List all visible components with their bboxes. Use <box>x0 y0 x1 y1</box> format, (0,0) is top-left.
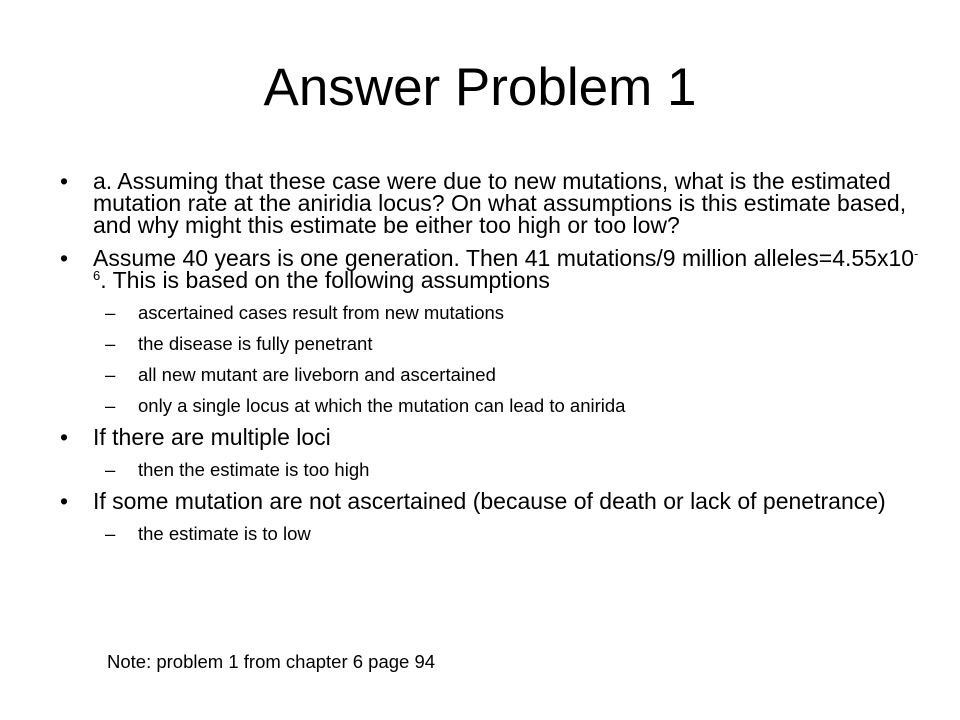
bullet-text: If some mutation are not ascertained (because of death or lack of penetrance) <box>93 488 886 514</box>
bullet-text: a. Assuming that these case were due to new mutations, what is the estimated mutation rate at the aniridia locus? On what assumptions is this estimate based, and why might this estimate be either too high or too low? <box>93 168 907 238</box>
dash-marker: – <box>105 302 116 323</box>
bullet-marker: • <box>60 488 69 514</box>
bullet-list <box>60 170 920 554</box>
sub-item <box>60 333 920 355</box>
footnote: Note: problem 1 from chapter 6 page 94 <box>107 651 436 672</box>
sub-item <box>60 459 920 481</box>
bullet-marker: • <box>60 168 69 194</box>
sub-item <box>60 364 920 386</box>
dash-marker: – <box>105 459 116 480</box>
bullet-text-after: . This is based on the following assumptions <box>100 267 550 293</box>
sub-item <box>60 395 920 417</box>
bullet-marker: • <box>60 245 69 271</box>
bullet-multiple-loci <box>60 426 920 448</box>
exponent: -6 <box>93 246 919 283</box>
bullet-assumption-calc <box>60 247 920 291</box>
sub-item-text: the disease is fully penetrant <box>138 333 373 354</box>
dash-marker: – <box>105 395 116 416</box>
bullet-marker: • <box>60 424 69 450</box>
sub-item-text: only a single locus at which the mutation can lead to anirida <box>138 395 626 416</box>
sub-item-text: then the estimate is too high <box>138 459 370 480</box>
sub-item <box>60 302 920 324</box>
dash-marker: – <box>105 364 116 385</box>
bullet-text-before: Assume 40 years is one generation. Then 41 mutations/9 million alleles=4.55x10 <box>93 245 915 271</box>
bullet-not-ascertained <box>60 490 920 512</box>
slide-title: Answer Problem 1 <box>263 58 697 117</box>
bullet-text: If there are multiple loci <box>93 424 331 450</box>
sub-item-text: ascertained cases result from new mutations <box>138 302 505 323</box>
dash-marker: – <box>105 333 116 354</box>
sub-item-text: the estimate is to low <box>138 523 311 544</box>
dash-marker: – <box>105 523 116 544</box>
sub-item <box>60 523 920 545</box>
sub-item-text: all new mutant are liveborn and ascertained <box>138 364 496 385</box>
bullet-question <box>60 170 920 236</box>
